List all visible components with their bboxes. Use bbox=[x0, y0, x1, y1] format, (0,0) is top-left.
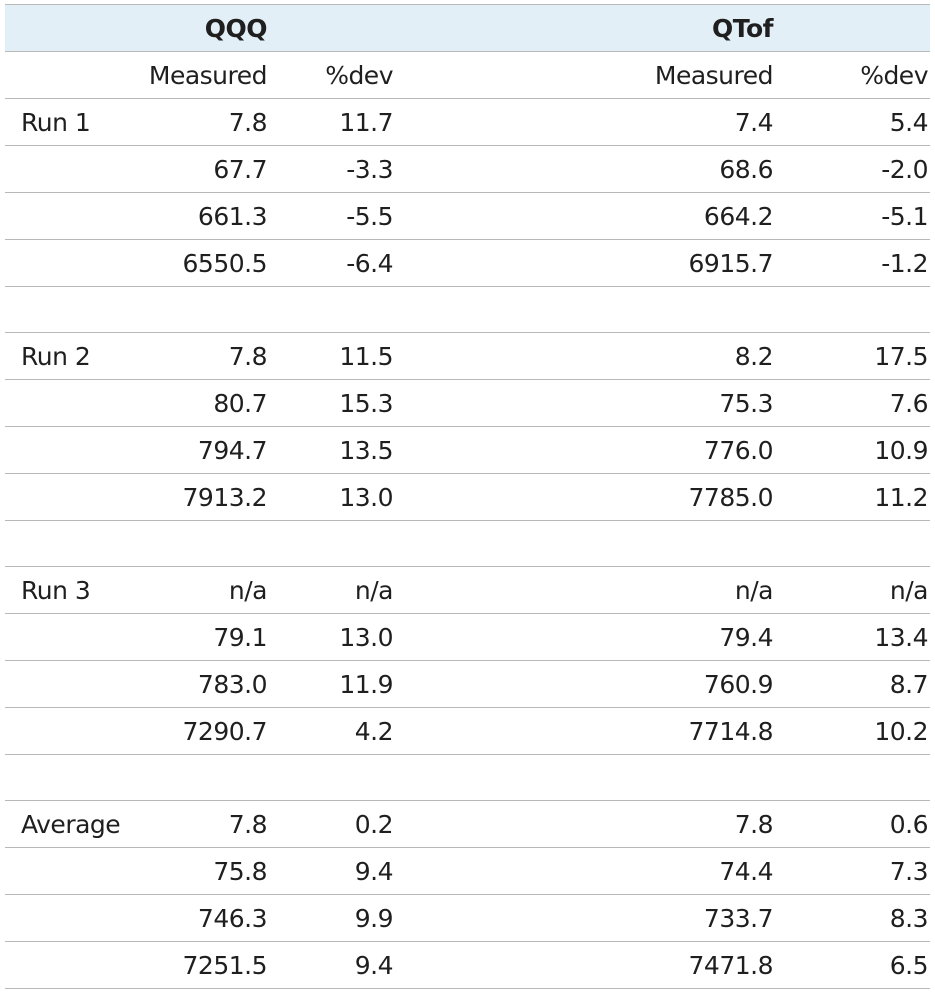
qqq-measured-cell: 783.0 bbox=[143, 661, 269, 708]
qqq-dev-cell: -5.5 bbox=[269, 193, 395, 240]
table-row bbox=[5, 708, 930, 755]
qtof-dev-cell: 5.4 bbox=[775, 99, 930, 146]
instrument-header-row bbox=[5, 5, 930, 52]
qtof-measured-cell: 74.4 bbox=[395, 848, 775, 895]
qtof-dev-cell: -5.1 bbox=[775, 193, 930, 240]
table-row bbox=[5, 848, 930, 895]
table-row bbox=[5, 895, 930, 942]
row-group-label: Run 2 bbox=[5, 333, 143, 380]
qtof-measured-cell: 733.7 bbox=[395, 895, 775, 942]
qqq-measured-cell: 7.8 bbox=[143, 99, 269, 146]
qqq-measured-cell: 794.7 bbox=[143, 427, 269, 474]
qtof-measured-cell: 7.8 bbox=[395, 801, 775, 848]
qqq-measured-cell: 7251.5 bbox=[143, 942, 269, 989]
qtof-dev-cell: 13.4 bbox=[775, 614, 930, 661]
row-label-empty bbox=[5, 848, 143, 895]
row-label-empty bbox=[5, 614, 143, 661]
qqq-dev-cell: 9.4 bbox=[269, 942, 395, 989]
header-qtof-dev: %dev bbox=[775, 52, 930, 99]
qqq-measured-cell: 7.8 bbox=[143, 333, 269, 380]
qqq-measured-cell: 7290.7 bbox=[143, 708, 269, 755]
qqq-dev-cell: 0.2 bbox=[269, 801, 395, 848]
qtof-dev-cell: n/a bbox=[775, 567, 930, 614]
qqq-measured-cell: 79.1 bbox=[143, 614, 269, 661]
column-header-row bbox=[5, 52, 930, 99]
row-label-empty bbox=[5, 193, 143, 240]
qqq-dev-cell: 15.3 bbox=[269, 380, 395, 427]
qtof-dev-cell: 0.6 bbox=[775, 801, 930, 848]
qtof-dev-cell: 8.7 bbox=[775, 661, 930, 708]
header-qtof: QTof bbox=[395, 5, 775, 52]
qtof-measured-cell: 664.2 bbox=[395, 193, 775, 240]
table-row bbox=[5, 801, 930, 848]
qqq-measured-cell: 75.8 bbox=[143, 848, 269, 895]
table-row bbox=[5, 942, 930, 989]
table-row bbox=[5, 614, 930, 661]
qqq-measured-cell: 67.7 bbox=[143, 146, 269, 193]
qtof-measured-cell: 7785.0 bbox=[395, 474, 775, 521]
qqq-measured-cell: 661.3 bbox=[143, 193, 269, 240]
table-row bbox=[5, 99, 930, 146]
qqq-measured-cell: 7913.2 bbox=[143, 474, 269, 521]
row-label-empty bbox=[5, 240, 143, 287]
qtof-dev-cell: 6.5 bbox=[775, 942, 930, 989]
qtof-dev-cell: 8.3 bbox=[775, 895, 930, 942]
header-qtof-measured: Measured bbox=[395, 52, 775, 99]
row-label-empty bbox=[5, 474, 143, 521]
qtof-dev-cell: 10.9 bbox=[775, 427, 930, 474]
qtof-dev-cell: 7.6 bbox=[775, 380, 930, 427]
row-label-empty bbox=[5, 661, 143, 708]
qqq-dev-cell: 13.0 bbox=[269, 474, 395, 521]
qtof-dev-cell: -1.2 bbox=[775, 240, 930, 287]
qtof-measured-cell: 75.3 bbox=[395, 380, 775, 427]
qtof-measured-cell: 760.9 bbox=[395, 661, 775, 708]
qqq-dev-cell: 11.9 bbox=[269, 661, 395, 708]
header-qqq: QQQ bbox=[143, 5, 269, 52]
table-row bbox=[5, 193, 930, 240]
qtof-measured-cell: 776.0 bbox=[395, 427, 775, 474]
qtof-measured-cell: n/a bbox=[395, 567, 775, 614]
qqq-dev-cell: 9.9 bbox=[269, 895, 395, 942]
qqq-dev-cell: 13.0 bbox=[269, 614, 395, 661]
qtof-measured-cell: 7.4 bbox=[395, 99, 775, 146]
group-spacer-row bbox=[5, 755, 930, 801]
header-qqq-dev: %dev bbox=[269, 52, 395, 99]
row-label-empty bbox=[5, 146, 143, 193]
table-row bbox=[5, 333, 930, 380]
table-row bbox=[5, 240, 930, 287]
qqq-measured-cell: 746.3 bbox=[143, 895, 269, 942]
qtof-measured-cell: 68.6 bbox=[395, 146, 775, 193]
qqq-measured-cell: 80.7 bbox=[143, 380, 269, 427]
group-spacer-row bbox=[5, 521, 930, 567]
table-row bbox=[5, 474, 930, 521]
table-row bbox=[5, 661, 930, 708]
qtof-measured-cell: 6915.7 bbox=[395, 240, 775, 287]
qqq-dev-cell: 4.2 bbox=[269, 708, 395, 755]
qqq-dev-cell: 13.5 bbox=[269, 427, 395, 474]
group-spacer-row bbox=[5, 287, 930, 333]
qqq-dev-cell: 11.5 bbox=[269, 333, 395, 380]
qtof-dev-cell: 7.3 bbox=[775, 848, 930, 895]
qqq-dev-cell: -3.3 bbox=[269, 146, 395, 193]
qqq-measured-cell: 6550.5 bbox=[143, 240, 269, 287]
row-group-label: Run 3 bbox=[5, 567, 143, 614]
qtof-dev-cell: 10.2 bbox=[775, 708, 930, 755]
qqq-dev-cell: 9.4 bbox=[269, 848, 395, 895]
qtof-measured-cell: 7471.8 bbox=[395, 942, 775, 989]
results-table-container bbox=[5, 4, 930, 989]
qqq-dev-cell: 11.7 bbox=[269, 99, 395, 146]
header-blank bbox=[5, 5, 143, 52]
row-label-empty bbox=[5, 942, 143, 989]
row-label-empty bbox=[5, 427, 143, 474]
qtof-dev-cell: 17.5 bbox=[775, 333, 930, 380]
qtof-dev-cell: 11.2 bbox=[775, 474, 930, 521]
qqq-measured-cell: 7.8 bbox=[143, 801, 269, 848]
qqq-measured-cell: n/a bbox=[143, 567, 269, 614]
row-label-empty bbox=[5, 380, 143, 427]
qtof-measured-cell: 8.2 bbox=[395, 333, 775, 380]
qqq-dev-cell: n/a bbox=[269, 567, 395, 614]
qtof-measured-cell: 79.4 bbox=[395, 614, 775, 661]
table-row bbox=[5, 427, 930, 474]
table-row bbox=[5, 380, 930, 427]
table-row bbox=[5, 567, 930, 614]
row-label-empty bbox=[5, 895, 143, 942]
row-group-label: Average bbox=[5, 801, 143, 848]
qtof-dev-cell: -2.0 bbox=[775, 146, 930, 193]
qtof-measured-cell: 7714.8 bbox=[395, 708, 775, 755]
results-table-body bbox=[5, 99, 930, 989]
qqq-dev-cell: -6.4 bbox=[269, 240, 395, 287]
row-label-empty bbox=[5, 708, 143, 755]
header-qqq-measured: Measured bbox=[143, 52, 269, 99]
results-table bbox=[5, 4, 930, 989]
row-group-label: Run 1 bbox=[5, 99, 143, 146]
table-row bbox=[5, 146, 930, 193]
